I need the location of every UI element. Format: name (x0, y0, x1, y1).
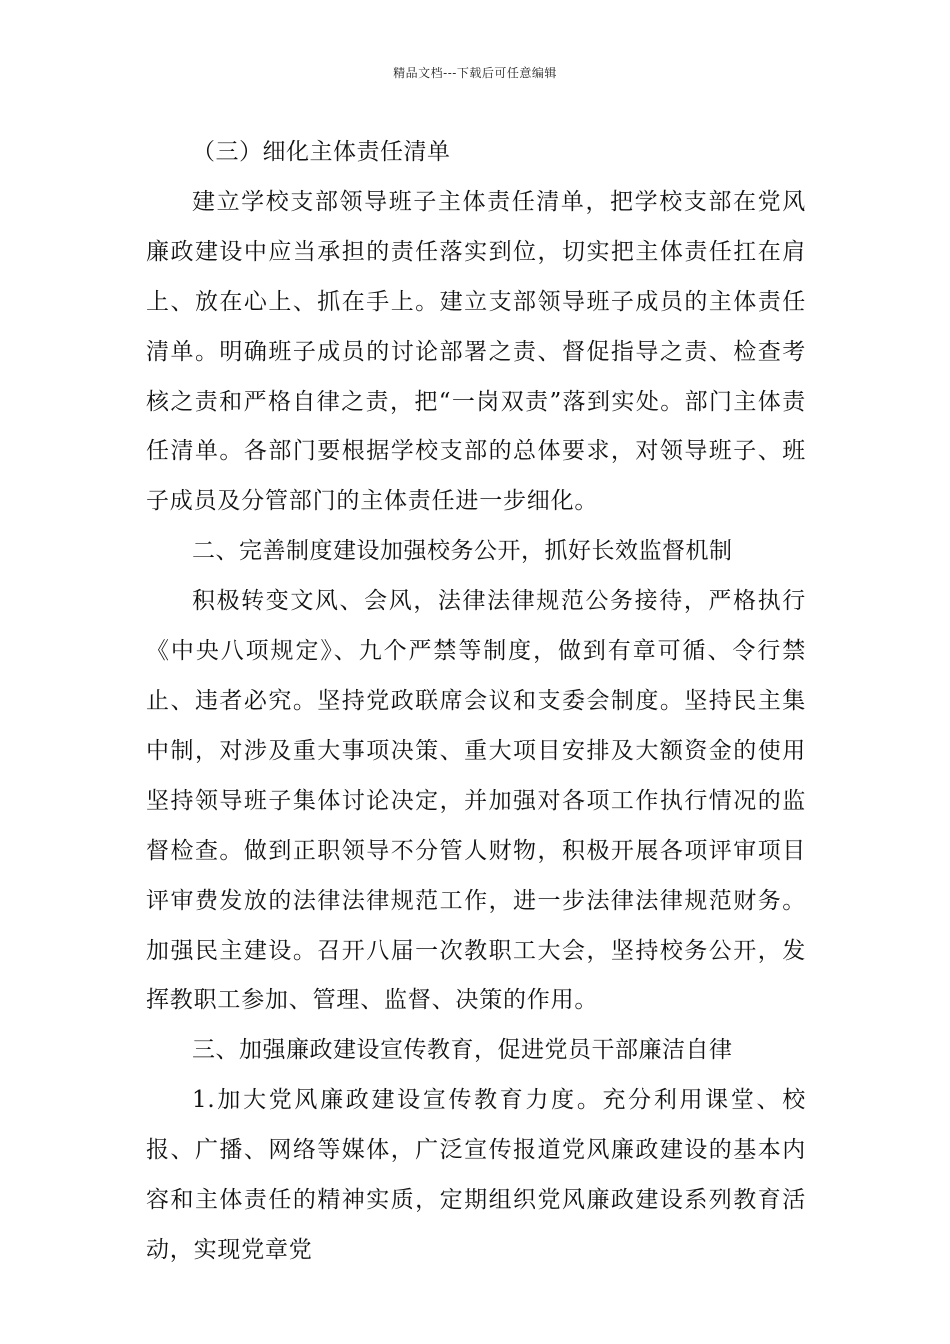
document-body (146, 128, 806, 1276)
paragraph: 1.加大党风廉政建设宣传教育力度。充分利用课堂、校报、广播、网络等媒体，广泛宣传报道党风廉政建设的基本内容和主体责任的精神实质，定期组织党风廉政建设系列教育活动，实现党章党 (146, 1087, 806, 1263)
paragraph: 积极转变文风、会风，法律法律规范公务接待，严格执行《中央八项规定》、九个严禁等制度，做到有章可循、令行禁止、违者必究。坚持党政联席会议和支委会制度。坚持民主集中制，对涉及重大事项决策、重大项目安排及大额资金的使用坚持领导班子集体讨论决定，并加强对各项工作执行情况的监督检查。做到正职领导不分管人财物，积极开展各项评审项目评审费发放的法律法律规范工作，进一步法律法律规范财务。加强民主建设。召开八届一次教职工大会，坚持校务公开，发挥教职工参加、管理、监督、决策的作用。 (146, 588, 806, 1014)
section-heading: 二、完善制度建设加强校务公开，抓好长效监督机制 (192, 538, 733, 565)
paragraph: 建立学校支部领导班子主体责任清单，把学校支部在党风廉政建设中应当承担的责任落实到位，切实把主体责任扛在肩上、放在心上、抓在手上。建立支部领导班子成员的主体责任清单。明确班子成员的讨论部署之责、督促指导之责、检查考核之责和严格自律之责，把“一岗双责”落到实处。部门主体责任清单。各部门要根据学校支部的总体要求，对领导班子、班子成员及分管部门的主体责任进一步细化。 (146, 188, 806, 515)
section-heading: （三）细化主体责任清单 (192, 139, 451, 165)
section-heading: 三、加强廉政建设宣传教育，促进党员干部廉洁自律 (192, 1037, 733, 1064)
page-header: 精品文档---下载后可任意编辑 (393, 66, 557, 80)
